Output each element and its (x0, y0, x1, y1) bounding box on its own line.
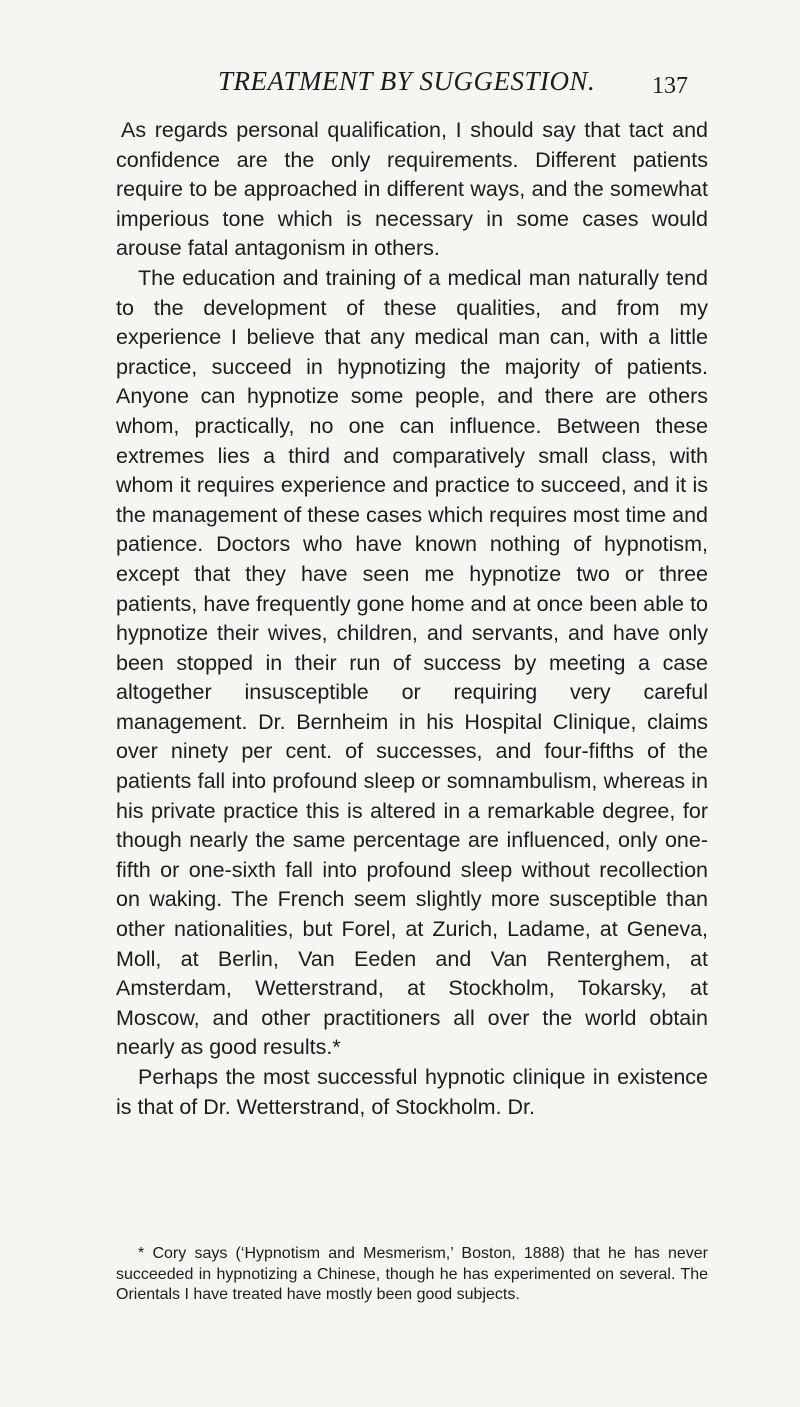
body-text (116, 116, 708, 1122)
paragraph: As regards personal qualification, I should say that tact and confidence are the only requirements. Different patients require to be approached in different ways, and the somewhat imperious tone which is necessary in some cases would arouse fatal antagonism in others. (116, 118, 708, 261)
paragraph: Perhaps the most successful hypnotic clinique in existence is that of Dr. Wetterstrand, of Stockholm. Dr. (116, 1065, 708, 1119)
paragraph: The education and training of a medical man naturally tend to the development of these qualities, and from my experience I believe that any medical man can, with a little practice, succeed in hypnotizing the majority of patients. Anyone can hypnotize some people, and there are others whom, practically, no one can influence. Between these extremes lies a third and comparatively small class, with whom it requires experience and practice to succeed, and it is the management of these cases which requires most time and patience. Doctors who have known nothing of hypnotism, except that they have seen me hypnotize two or three patients, have frequently gone home and at once been able to hypnotize their wives, children, and servants, and have only been stopped in their run of success by meeting a case altogether insusceptible or requiring very careful management. Dr. Bernheim in his Hospital Clinique, claims over ninety per cent. of successes, and four-fifths of the patients fall into profound sleep or somnambulism, whereas in his private practice this is altered in a remarkable degree, for though nearly the same percentage are influenced, only one-fifth or one-sixth fall into profound sleep without recollection on waking. The French seem slightly more susceptible than other nationalities, but Forel, at Zurich, Ladame, at Geneva, Moll, at Berlin, Van Eeden and Van Renterghem, at Amsterdam, Wetterstrand, at Stockholm, Tokarsky, at Moscow, and other practitioners all over the world obtain nearly as good results.* (116, 265, 708, 1060)
footnote: * Cory says (‘Hypnotism and Mesmerism,’ Boston, 1888) that he has never succeeded in hypnotizing a Chinese, though he has experimented on several. The Orientals I have treated have mostly been good subjects. (116, 1245, 708, 1303)
page-number: 137 (652, 73, 688, 99)
running-title: TREATMENT BY SUGGESTION. (218, 66, 596, 96)
